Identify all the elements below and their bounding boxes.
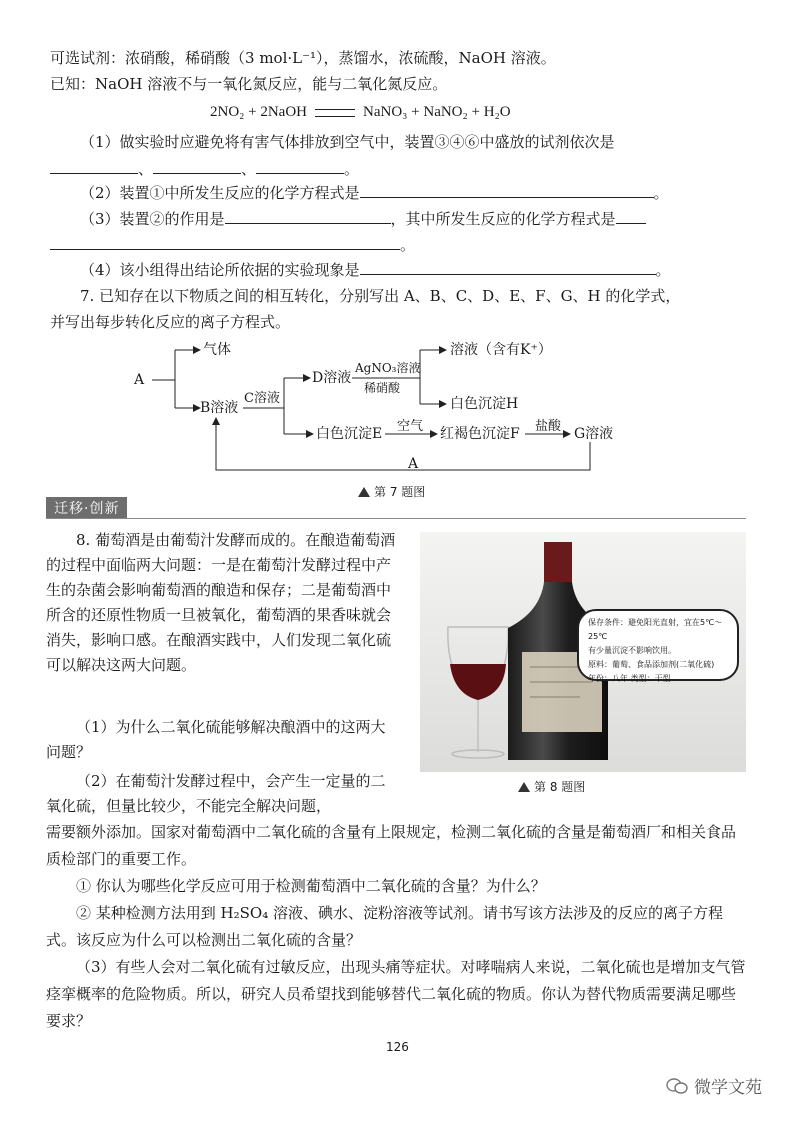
period: 。: [400, 236, 416, 254]
node-b: B溶液: [200, 400, 239, 416]
equals-sign: [315, 109, 355, 117]
triangle-icon: [518, 782, 530, 792]
conversion-diagram: [0, 330, 793, 480]
question-8-sub3: （3）有些人会对二氧化硫有过敏反应，出现头痛等症状。对哮喘病人来说，二氧化硫也是增加支气管痉挛概率的危险物质。所以，研究人员希望找到能够替代二氧化硫的物质。你认为替代物质需要满足哪些要求？: [46, 958, 746, 1030]
page-number: 126: [386, 1040, 409, 1054]
separator: 、: [138, 160, 154, 178]
equation-right: NaNO₃ + NaNO₂ + H₂O: [363, 104, 511, 120]
equation-left: 2NO₂ + 2NaOH: [210, 104, 308, 120]
node-g: G溶液: [574, 426, 614, 442]
answer-blank[interactable]: [616, 207, 646, 224]
reagent-c: C溶液: [244, 391, 280, 406]
period: 。: [655, 261, 671, 279]
wine-photo: [420, 532, 746, 772]
answer-blank[interactable]: [360, 181, 654, 198]
question-8-sub2: （2）在葡萄汁发酵过程中，会产生一定量的二氧化硫，但量比较少，不能完全解决问题，: [46, 772, 386, 815]
reagent-hcl: 盐酸: [535, 419, 562, 434]
known-fact: 已知：NaOH 溶液不与一氧化氮反应，能与二氧化氮反应。: [50, 75, 448, 93]
node-f: 红褐色沉淀F: [440, 426, 520, 442]
figure-7-caption: 第 7 题图: [358, 483, 425, 500]
question-2: [80, 181, 669, 205]
question-3-cont: [50, 233, 415, 257]
question-8-sub2-cont: 需要额外添加。国家对葡萄酒中二氧化硫的含量有上限规定，检测二氧化硫的含量是葡萄酒厂和相关食品质检部门的重要工作。: [46, 823, 737, 868]
branch-lines-a: [152, 350, 198, 408]
node-a: A: [134, 372, 145, 388]
answer-blank[interactable]: [225, 207, 391, 224]
section-divider: [46, 518, 746, 519]
question-8-check-2: ② 某种检测方法用到 H₂SO₄ 溶液、碘水、淀粉溶液等试剂。请书写该方法涉及的反应的离子方程式。该反应为什么可以检测出二氧化硫的含量？: [46, 904, 723, 949]
triangle-icon: [358, 487, 370, 497]
question-4: [80, 258, 671, 282]
node-solution-k: 溶液（含有K⁺）: [450, 342, 552, 358]
question-3-text: （3）装置②的作用是: [80, 210, 225, 228]
question-8-intro: 8. 葡萄酒是由葡萄汁发酵而成的。在酿造葡萄酒的过程中面临两大问题：一是在葡萄汁发酵过程中产生的杂菌会影响葡萄酒的酿造和保存；二是葡萄酒中所含的还原性物质一旦被氧化，葡萄酒的果香味就会消失，影响口感。在酿酒实践中，人们发现二氧化硫可以解决这两大问题。: [46, 531, 396, 674]
answer-blank[interactable]: [50, 157, 138, 174]
section-tag: 迁移·创新: [46, 497, 127, 519]
answer-blank[interactable]: [256, 157, 344, 174]
wechat-icon: [666, 1077, 688, 1095]
question-1: （1）做实验时应避免将有害气体排放到空气中，装置③④⑥中盛放的试剂依次是: [80, 133, 615, 151]
answer-blank[interactable]: [50, 233, 400, 250]
reagent-nitric: 稀硝酸: [364, 381, 401, 395]
wine-label-text: 保存条件：避免阳光直射，宜在5℃～25℃ 有少量沉淀不影响饮用。 原料：葡萄、食品添加剂(二氧化硫) 年份：八年 类型：干型: [588, 618, 723, 683]
reagent-agno3: AgNO₃溶液: [355, 361, 421, 375]
question-3-text-mid: ，其中所发生反应的化学方程式是: [390, 210, 616, 228]
period: 。: [653, 184, 669, 202]
reaction-equation: [210, 104, 511, 121]
question-7-cont: 并写出每步转化反应的离子方程式。: [50, 313, 291, 331]
reagent-list: 可选试剂：浓硝酸，稀硝酸（3 mol·L⁻¹），蒸馏水，浓硫酸，NaOH 溶液。: [50, 49, 556, 67]
question-2-text: （2）装置①中所发生反应的化学方程式是: [80, 184, 360, 202]
question-8-sub1: （1）为什么二氧化硫能够解决酿酒中的这两大问题？: [46, 718, 386, 761]
node-gas: 气体: [203, 342, 231, 358]
question-8-check-1: ① 你认为哪些化学反应可用于检测葡萄酒中二氧化硫的含量？为什么？: [76, 877, 546, 895]
node-e: 白色沉淀E: [316, 426, 383, 442]
watermark: 微学文苑: [666, 1073, 762, 1098]
question-1-blanks: [50, 157, 359, 181]
reagent-air: 空气: [397, 419, 424, 434]
node-h: 白色沉淀H: [450, 396, 519, 412]
separator: 、: [241, 160, 257, 178]
figure-8-caption: 第 8 题图: [518, 778, 585, 795]
period: 。: [344, 160, 360, 178]
answer-blank[interactable]: [360, 258, 656, 275]
node-d: D溶液: [312, 370, 352, 386]
question-4-text: （4）该小组得出结论所依据的实验现象是: [80, 261, 360, 279]
answer-blank[interactable]: [153, 157, 241, 174]
return-label-a: A: [408, 456, 419, 472]
question-3: [80, 207, 646, 231]
question-7: 7. 已知存在以下物质之间的相互转化，分别写出 A、B、C、D、E、F、G、H 的化学式，: [80, 287, 681, 305]
